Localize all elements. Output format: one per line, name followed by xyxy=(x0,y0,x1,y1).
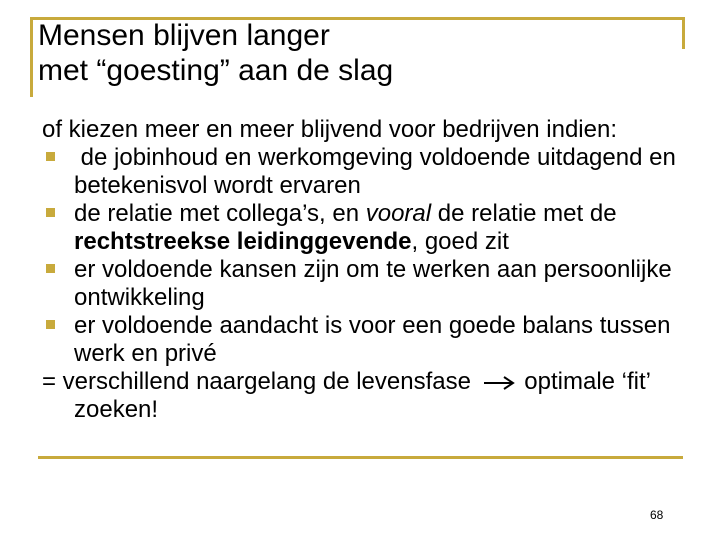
slide-body xyxy=(42,116,702,424)
frame-left-rule xyxy=(30,17,33,97)
bullet-item-2-text-part-3: , goed zit xyxy=(411,228,509,255)
page-number: 68 xyxy=(650,508,664,522)
bullet-item-3 xyxy=(42,256,702,312)
bullet-item-1 xyxy=(42,144,702,200)
conclusion-text-after-arrow: optimale ‘fit’ zoeken! xyxy=(74,368,651,423)
bullet-item-2-text-part-1: de relatie met collega’s, en xyxy=(74,200,366,227)
slide-title-line-2: met “goesting” aan de slag xyxy=(38,54,394,87)
intro-text: of kiezen meer en meer blijvend voor bedrijven indien: xyxy=(42,116,617,143)
slide-title-line-1: Mensen blijven langer xyxy=(38,19,330,52)
frame-bottom-rule xyxy=(38,456,683,459)
bullet-item-4 xyxy=(42,312,702,368)
bullet-item-1-text: de jobinhoud en werkomgeving voldoende uitdagend en betekenisvol wordt ervaren xyxy=(74,144,676,199)
bullet-item-4-text: er voldoende aandacht is voor een goede balans tussen werk en privé xyxy=(74,312,671,367)
square-bullet-icon xyxy=(46,264,55,273)
conclusion-text-before-arrow: = verschillend naargelang de levensfase xyxy=(42,368,471,395)
right-arrow-icon xyxy=(482,375,518,391)
bullet-item-2-strong: rechtstreekse leidinggevende xyxy=(74,228,412,255)
bullet-item-2-text-part-2: de relatie met de xyxy=(431,200,617,227)
square-bullet-icon xyxy=(46,152,55,161)
bullet-item-2 xyxy=(42,200,702,256)
bullet-item-3-text: er voldoende kansen zijn om te werken aan persoonlijke ontwikkeling xyxy=(74,256,672,311)
square-bullet-icon xyxy=(46,320,55,329)
bullet-item-2-emphasis: vooral xyxy=(365,200,432,227)
frame-right-rule xyxy=(682,17,685,49)
slide-title xyxy=(38,18,678,88)
square-bullet-icon xyxy=(46,208,55,217)
conclusion-text xyxy=(42,368,702,424)
